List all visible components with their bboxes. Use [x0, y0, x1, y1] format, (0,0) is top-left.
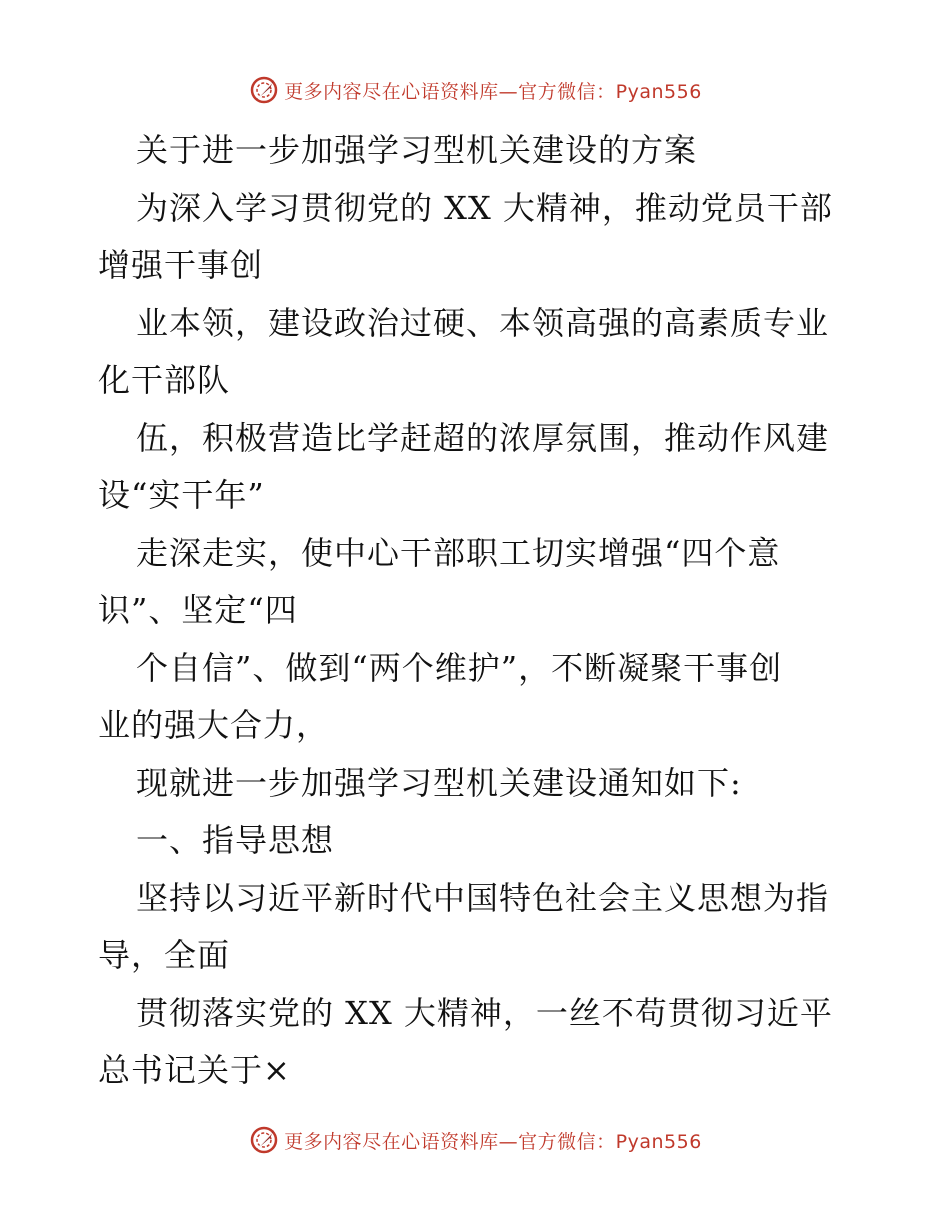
text-line: 个自信”、做到“两个维护”，不断凝聚干事创 — [136, 648, 783, 687]
document-body — [98, 122, 858, 1100]
text-line: 现就进一步加强学习型机关建设通知如下: — [136, 763, 742, 802]
text-line: 贯彻落实党的 XX 大精神，一丝不苟贯彻习近平 — [136, 993, 833, 1032]
quill-logo-icon — [248, 74, 280, 106]
text-line: 业的强大合力， — [98, 706, 330, 744]
text-line: 坚持以习近平新时代中国特色社会主义思想为指 — [136, 878, 830, 917]
text-line: 化干部队 — [98, 361, 231, 399]
banner-text: 更多内容尽在心语资料库—官方微信：Pyan556 — [284, 80, 702, 103]
text-line: 导，全面 — [98, 936, 231, 974]
text-line: 总书记关于× — [98, 1051, 291, 1089]
text-line: 走深走实，使中心干部职工切实增强“四个意 — [136, 533, 781, 572]
header-banner — [0, 70, 950, 110]
text-line: 一、指导思想 — [136, 821, 335, 859]
text-line: 为深入学习贯彻党的 XX 大精神，推动党员干部 — [136, 188, 833, 227]
text-line: 识”、坚定“四 — [98, 591, 298, 629]
text-line: 设“实干年” — [98, 476, 265, 514]
text-line: 业本领，建设政治过硬、本领高强的高素质专业 — [136, 303, 830, 342]
text-line: 增强干事创 — [98, 246, 264, 284]
banner-text: 更多内容尽在心语资料库—官方微信：Pyan556 — [284, 1130, 702, 1153]
text-line: 伍，积极营造比学赶超的浓厚氛围，推动作风建 — [136, 418, 830, 457]
footer-banner — [0, 1120, 950, 1160]
text-line: 关于进一步加强学习型机关建设的方案 — [136, 131, 698, 169]
quill-logo-icon — [248, 1124, 280, 1156]
